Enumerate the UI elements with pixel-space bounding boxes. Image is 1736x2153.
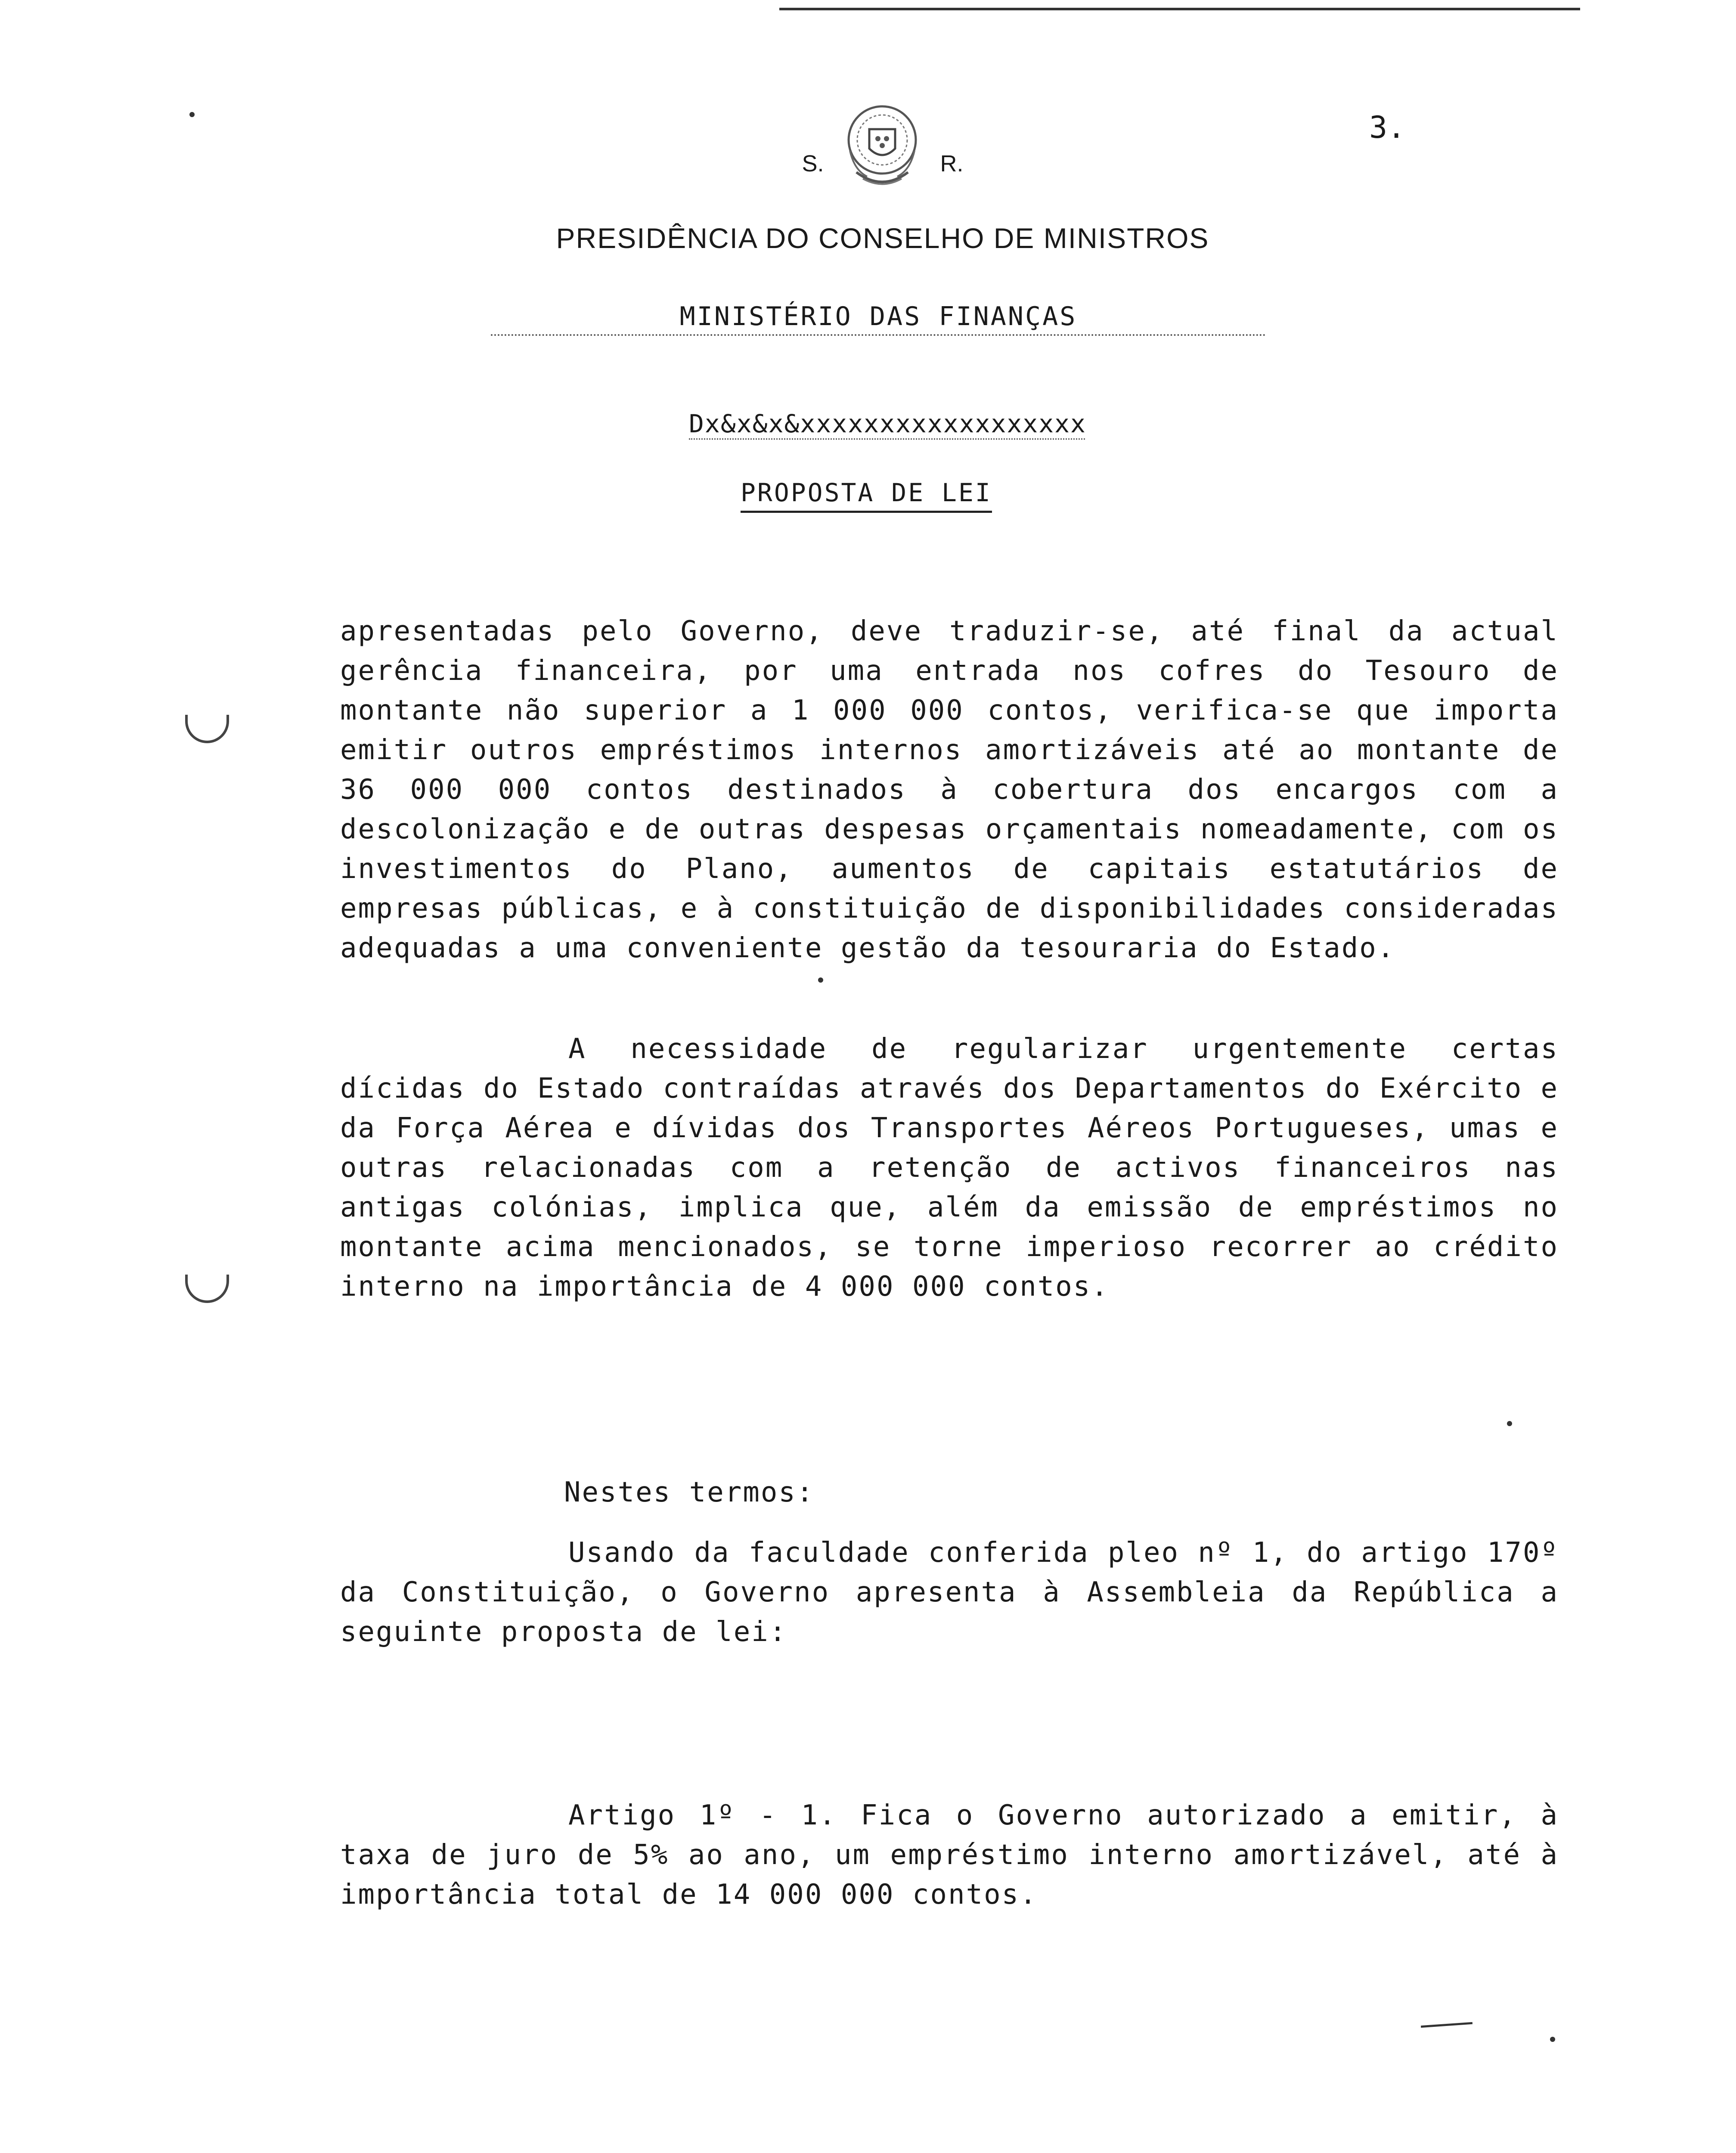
binder-hole-mark <box>185 715 229 743</box>
document-title: PROPOSTA DE LEI <box>741 478 992 513</box>
letterhead <box>538 99 1227 254</box>
body-paragraph-2: A necessidade de regularizar urgentemente certas dícidas do Estado contraídas através dos Departamentos do Exército e da Força Aérea e dívidas dos Transportes Aéreos Portugueses, umas e outras relacionadas com a retenção de activos financeiros nas antigas colónias, implica que, além da emissão de empréstimos no montante acima mencionados, se torne imperioso recorrer ao crédito interno na importância de 4 000 000 contos. <box>340 1033 1559 1303</box>
speck-mark <box>189 112 195 117</box>
binder-hole-mark <box>185 1275 229 1303</box>
terms-heading: Nestes termos: <box>564 1477 815 1508</box>
ministry-heading: MINISTÉRIO DAS FINANÇAS <box>491 301 1266 336</box>
seal-right-letter: R. <box>940 151 964 177</box>
body-paragraph-1: apresentadas pelo Governo, deve traduzir-se, até final da actual gerência financeira, por uma entrada nos cofres do Tesouro de montante não superior a 1 000 000 contos, verifica-se que importa emitir outros empréstimos internos amortizáveis até ao montante de 36 000 000 contos destinados à cobertura dos encargos com a descolonização e de outras despesas orçamentais nomeadamente, com os investimentos do Plano, aumentos de capitais estatutários de empresas públicas, e à constituição de disponibilidades consideradas adequadas a uma conveniente gestão da tesouraria do Estado. <box>340 615 1559 964</box>
speck-mark <box>818 977 823 983</box>
seal-row <box>538 99 1227 198</box>
speck-mark <box>1507 1421 1512 1426</box>
body-paragraph-3: Usando da faculdade conferida pleo nº 1, do artigo 170º da Constituição, o Governo apresenta à Assembleia da República a seguinte proposta de lei: <box>340 1537 1559 1648</box>
coat-of-arms-seal-icon <box>841 99 923 198</box>
top-edge-rule <box>779 8 1580 10</box>
presidency-heading: PRESIDÊNCIA DO CONSELHO DE MINISTROS <box>556 222 1209 254</box>
page-number: 3. <box>1369 110 1406 145</box>
seal-left-letter: S. <box>802 151 824 177</box>
pen-stroke-mark <box>1421 2022 1472 2028</box>
article-1: Artigo 1º - 1. Fica o Governo autorizado a emitir, à taxa de juro de 5% ao ano, um empréstimo interno amortizável, até à importância total de 14 000 000 contos. <box>340 1799 1559 1911</box>
speck-mark <box>1550 2037 1555 2042</box>
struck-out-line: Dx&x&x&xxxxxxxxxxxxxxxxxx <box>689 409 1085 440</box>
